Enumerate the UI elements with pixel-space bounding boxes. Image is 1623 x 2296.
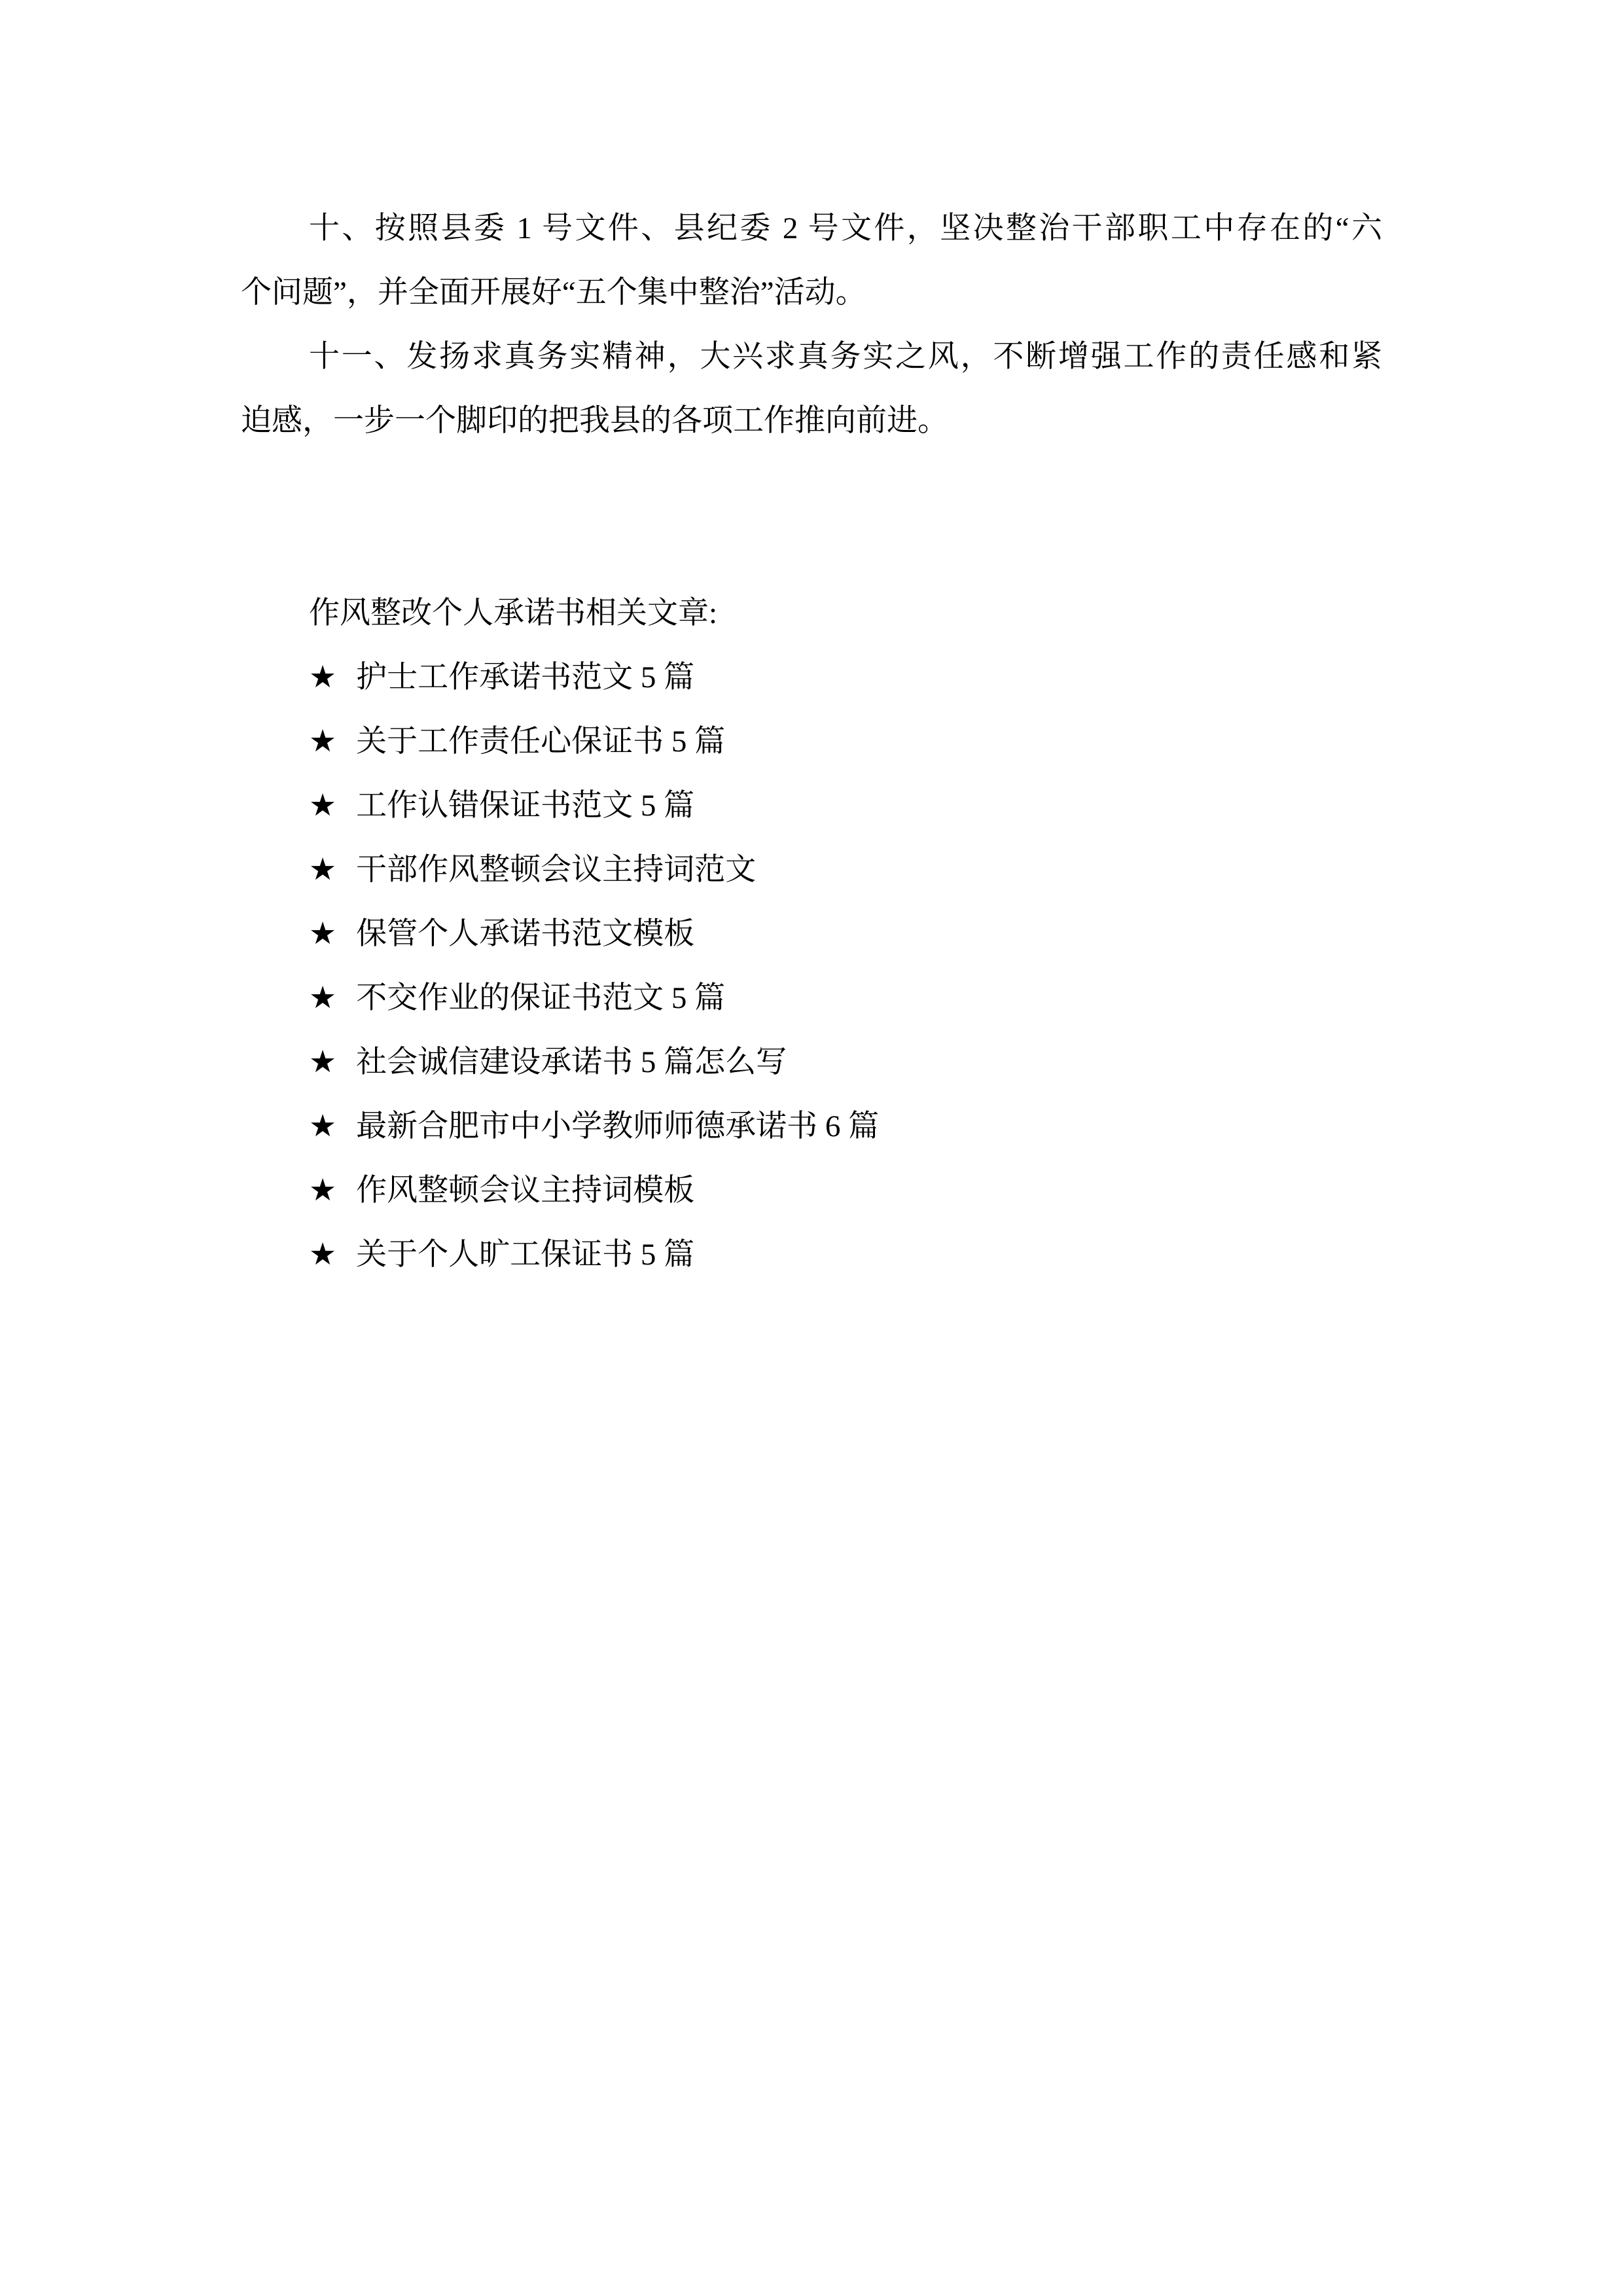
star-icon: ★ xyxy=(309,853,337,887)
star-icon: ★ xyxy=(309,1174,337,1208)
star-icon: ★ xyxy=(309,1238,337,1272)
text-line: 迫感，一步一个脚印的把我县的各项工作推向前进。 xyxy=(241,404,948,438)
related-article-title: 最新合肥市中小学教师师德承诺书 6 篇 xyxy=(356,1109,880,1143)
related-article-item xyxy=(241,902,1382,966)
related-article-title: 社会诚信建设承诺书 5 篇怎么写 xyxy=(356,1045,787,1079)
related-article-item xyxy=(241,838,1382,902)
related-article-item xyxy=(241,1094,1382,1158)
related-article-title: 作风整顿会议主持词模板 xyxy=(356,1174,695,1208)
related-article-item xyxy=(241,645,1382,709)
paragraph-ten xyxy=(241,196,1382,325)
related-article-title: 护士工作承诺书范文 5 篇 xyxy=(356,660,695,694)
text-line: 十、按照县委 1 号文件、县纪委 2 号文件，坚决整治干部职工中存在的“六 xyxy=(309,211,1382,245)
related-article-title: 关于个人旷工保证书 5 篇 xyxy=(356,1238,695,1272)
star-icon: ★ xyxy=(309,981,337,1015)
related-article-item xyxy=(241,1223,1382,1287)
related-articles-heading: 作风整改个人承诺书相关文章: xyxy=(309,596,718,630)
star-icon: ★ xyxy=(309,1109,337,1143)
related-article-item xyxy=(241,1158,1382,1223)
related-article-item xyxy=(241,774,1382,838)
related-article-title: 关于工作责任心保证书 5 篇 xyxy=(356,725,726,759)
star-icon: ★ xyxy=(309,789,337,823)
star-icon: ★ xyxy=(309,660,337,694)
star-icon: ★ xyxy=(309,917,337,951)
related-article-title: 保管个人承诺书范文模板 xyxy=(356,917,695,951)
text-line: 十一、发扬求真务实精神，大兴求真务实之风，不断增强工作的责任感和紧 xyxy=(309,340,1382,374)
related-article-title: 干部作风整顿会议主持词范文 xyxy=(356,853,757,887)
related-article-title: 工作认错保证书范文 5 篇 xyxy=(356,789,695,823)
star-icon: ★ xyxy=(309,1045,337,1079)
related-articles-list xyxy=(241,645,1382,1287)
document-content xyxy=(241,196,1382,1287)
related-article-title: 不交作业的保证书范文 5 篇 xyxy=(356,981,726,1015)
blank-gap xyxy=(241,453,1382,581)
star-icon: ★ xyxy=(309,725,337,759)
text-line: 个问题”，并全面开展好“五个集中整治”活动。 xyxy=(241,276,866,310)
related-article-item xyxy=(241,1030,1382,1094)
paragraph-eleven xyxy=(241,325,1382,453)
related-article-item xyxy=(241,709,1382,774)
related-article-item xyxy=(241,966,1382,1030)
